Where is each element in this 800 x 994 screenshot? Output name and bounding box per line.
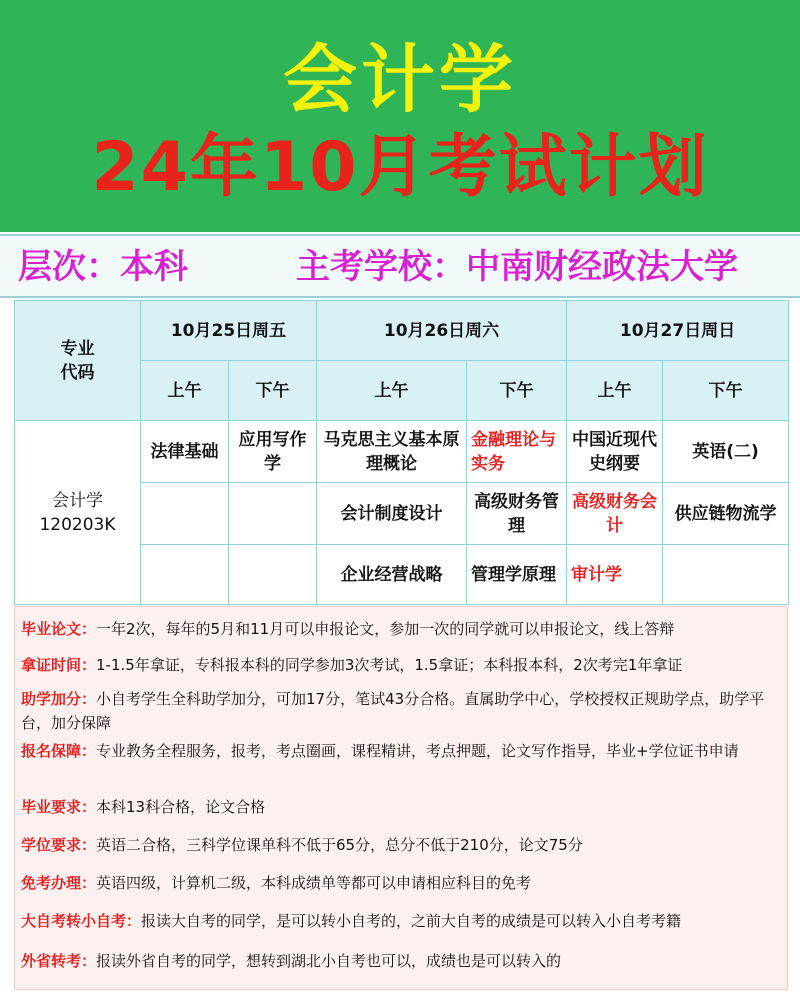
note-item	[21, 871, 785, 895]
level-label: 层次：本科	[18, 247, 188, 287]
notes-panel	[14, 606, 788, 990]
note-item	[21, 687, 785, 735]
day-header: 10月25日周五	[141, 301, 317, 361]
subject-cell: 高级财务管理	[467, 483, 567, 545]
subject-cell: 应用写作学	[229, 421, 317, 483]
note-text: 报读外省自考的同学，想转到湖北小自考也可以，成绩也是可以转入的	[96, 952, 562, 970]
table-row	[15, 421, 789, 483]
note-key: 毕业要求：	[21, 798, 97, 816]
note-text: 小自考学生全科助学加分，可加17分，笔试43分合格。直属助学中心，学校授权正规助学点，助学平台，加分保障	[21, 690, 765, 732]
note-key: 拿证时间：	[21, 656, 97, 674]
note-item	[21, 909, 785, 933]
note-item	[21, 653, 785, 677]
exam-schedule-table	[14, 300, 789, 605]
note-text: 报读大自考的同学，是可以转小自考的，之前大自考的成绩是可以转入小自考考籍	[141, 912, 682, 930]
major-title: 会计学	[283, 37, 517, 123]
note-item	[21, 949, 785, 973]
am-header: 上午	[317, 361, 467, 421]
subject-cell	[141, 545, 229, 605]
level-bar	[0, 234, 800, 298]
note-key: 大自考转小自考：	[21, 912, 142, 930]
note-item	[21, 739, 785, 763]
pm-header: 下午	[663, 361, 789, 421]
subject-cell: 中国近现代史纲要	[567, 421, 663, 483]
code-header: 专业 代码	[15, 301, 141, 421]
school-label: 主考学校：中南财经政法大学	[296, 247, 738, 287]
note-text: 本科13科合格，论文合格	[96, 798, 266, 816]
day-header: 10月26日周六	[317, 301, 567, 361]
subject-cell: 马克思主义基本原理概论	[317, 421, 467, 483]
subject-cell: 企业经营战略	[317, 545, 467, 605]
pm-header: 下午	[229, 361, 317, 421]
exam-plan-title: 24年10月考试计划	[91, 128, 709, 207]
note-item	[21, 833, 785, 857]
subject-cell: 会计制度设计	[317, 483, 467, 545]
subject-cell: 审计学	[567, 545, 663, 605]
note-text: 1-1.5年拿证，专科报本科的同学参加3次考试，1.5拿证；本科报本科，2次考完1年拿证	[96, 656, 683, 674]
subject-cell: 供应链物流学	[663, 483, 789, 545]
note-text: 一年2次，每年的5月和11月可以申报论文，参加一次的同学就可以申报论文，线上答辩	[96, 620, 675, 638]
subject-cell: 金融理论与实务	[467, 421, 567, 483]
subject-cell: 英语(二)	[663, 421, 789, 483]
major-code-cell: 会计学 120203K	[15, 421, 141, 605]
subject-cell: 高级财务会计	[567, 483, 663, 545]
note-text: 英语二合格，三科学位课单科不低于65分，总分不低于210分，论文75分	[96, 836, 583, 854]
subject-cell: 管理学原理	[467, 545, 567, 605]
subject-cell	[229, 545, 317, 605]
am-header: 上午	[567, 361, 663, 421]
note-key: 免考办理：	[21, 874, 97, 892]
note-key: 外省转考：	[21, 952, 97, 970]
subject-cell	[663, 545, 789, 605]
subject-cell	[141, 483, 229, 545]
title-banner	[0, 0, 800, 232]
note-text: 专业教务全程服务，报考，考点圈画，课程精讲，考点押题，论文写作指导，毕业+学位证书申请	[96, 742, 739, 760]
subject-cell: 法律基础	[141, 421, 229, 483]
note-text: 英语四级，计算机二级，本科成绩单等都可以申请相应科目的免考	[96, 874, 532, 892]
am-header: 上午	[141, 361, 229, 421]
note-item	[21, 617, 785, 641]
day-header: 10月27日周日	[567, 301, 789, 361]
pm-header: 下午	[467, 361, 567, 421]
note-key: 学位要求：	[21, 836, 97, 854]
note-key: 毕业论文：	[21, 620, 97, 638]
note-key: 报名保障：	[21, 742, 97, 760]
note-key: 助学加分：	[21, 690, 97, 708]
subject-cell	[229, 483, 317, 545]
note-item	[21, 795, 785, 819]
